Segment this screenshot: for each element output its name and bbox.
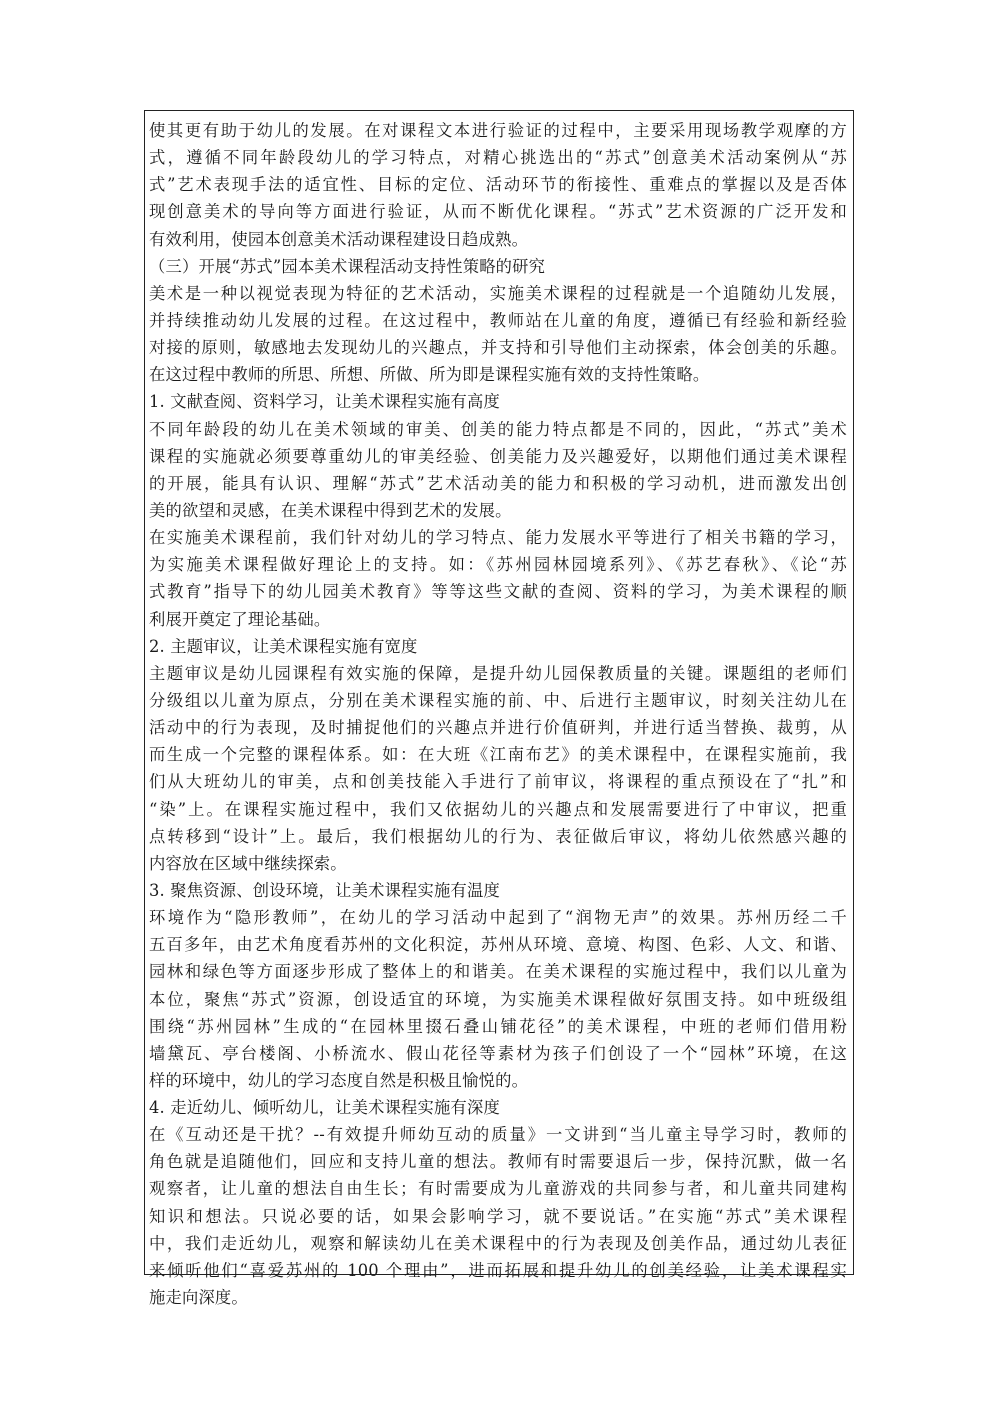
text-line: 在这过程中教师的所思、所想、所做、所为即是课程实施有效的支持性策略。 xyxy=(149,365,710,385)
text-line: 分级组以儿童为原点，分别在美术课程实施的前、中、后进行主题审议，时刻关注幼儿在 xyxy=(149,690,847,710)
text-line: 五百多年，由艺术角度看苏州的文化积淀，苏州从环境、意境、构图、色彩、人文、和谐、 xyxy=(149,935,847,955)
text-line: 为实施美术课程做好理论上的支持。如：《苏州园林园境系列》、《苏艺春秋》、《论“苏 xyxy=(149,555,847,575)
text-line: 的开展，能具有认识、理解“苏式”艺术活动美的能力和积极的学习动机，进而激发出创 xyxy=(149,473,847,493)
text-line: 式”艺术表现手法的适宜性、目标的定位、活动环节的衔接性、重难点的掌握以及是否体 xyxy=(149,175,847,195)
text-line: 在实施美术课程前，我们针对幼儿的学习特点、能力发展水平等进行了相关书籍的学习， xyxy=(149,528,847,548)
text-line: 本位，聚焦“苏式”资源，创设适宜的环境，为实施美术课程做好氛围支持。如中班级组 xyxy=(149,989,847,1009)
text-line: 活动中的行为表现，及时捕捉他们的兴趣点并进行价值研判，并进行适当替换、裁剪，从 xyxy=(149,718,847,738)
text-line: “染”上。在课程实施过程中，我们又依据幼儿的兴趣点和发展需要进行了中审议，把重 xyxy=(149,799,847,819)
text-line: （三）开展“苏式”园本美术课程活动支持性策略的研究 xyxy=(149,256,546,276)
text-line: 3. 聚焦资源、创设环境，让美术课程实施有温度 xyxy=(149,880,500,900)
text-line: 围绕“苏州园林”生成的“在园林里掇石叠山铺花径”的美术课程，中班的老师们借用粉 xyxy=(149,1016,847,1036)
text-line: 知识和想法。只说必要的话，如果会影响学习，就不要说话。”在实施“苏式”美术课程 xyxy=(149,1206,847,1226)
text-line: 对接的原则，敏感地去发现幼儿的兴趣点，并支持和引导他们主动探索，体会创美的乐趣。 xyxy=(149,338,847,358)
text-line: 中，我们走近幼儿，观察和解读幼儿在美术课程中的行为表现及创美作品，通过幼儿表征 xyxy=(149,1233,847,1253)
text-line: 来倾听他们“喜爱苏州的 100 个理由”，进而拓展和提升幼儿的创美经验，让美术课程实 xyxy=(149,1260,847,1280)
text-line: 观察者，让儿童的想法自由生长；有时需要成为儿童游戏的共同参与者，和儿童共同建构 xyxy=(149,1179,847,1199)
text-line: 施走向深度。 xyxy=(149,1288,248,1308)
text-line: 式教育”指导下的幼儿园美术教育》等等这些文献的查阅、资料的学习，为美术课程的顺 xyxy=(149,582,847,602)
text-line: 美术是一种以视觉表现为特征的艺术活动，实施美术课程的过程就是一个追随幼儿发展， xyxy=(149,283,847,303)
text-line: 主题审议是幼儿园课程有效实施的保障，是提升幼儿园保教质量的关键。课题组的老师们 xyxy=(149,663,847,683)
text-line: 点转移到“设计”上。最后，我们根据幼儿的行为、表征做后审议，将幼儿依然感兴趣的 xyxy=(149,826,847,846)
text-line: 2. 主题审议，让美术课程实施有宽度 xyxy=(149,636,418,656)
text-line: 角色就是追随他们，回应和支持儿童的想法。教师有时需要退后一步，保持沉默，做一名 xyxy=(149,1152,847,1172)
text-line: 美的欲望和灵感，在美术课程中得到艺术的发展。 xyxy=(149,500,512,520)
text-line: 在《互动还是干扰？--有效提升师幼互动的质量》一文讲到“当儿童主导学习时，教师的 xyxy=(149,1125,847,1145)
text-line: 并持续推动幼儿发展的过程。在这过程中，教师站在儿童的角度，遵循已有经验和新经验 xyxy=(149,310,847,330)
text-line: 园林和绿色等方面逐步形成了整体上的和谐美。在美术课程的实施过程中，我们以儿童为 xyxy=(149,962,847,982)
text-line: 样的环境中，幼儿的学习态度自然是积极且愉悦的。 xyxy=(149,1070,529,1090)
text-line: 式，遵循不同年龄段幼儿的学习特点，对精心挑选出的“苏式”创意美术活动案例从“苏 xyxy=(149,148,847,168)
text-line: 们从大班幼儿的审美，点和创美技能入手进行了前审议，将课程的重点预设在了“扎”和 xyxy=(149,772,847,792)
text-line: 使其更有助于幼儿的发展。在对课程文本进行验证的过程中，主要采用现场教学观摩的方 xyxy=(149,121,847,140)
text-line: 课程的实施就必须要尊重幼儿的审美经验、创美能力及兴趣爱好，以期他们通过美术课程 xyxy=(149,446,847,466)
text-line: 有效利用，使园本创意美术活动课程建设日趋成熟。 xyxy=(149,229,529,249)
text-line: 不同年龄段的幼儿在美术领域的审美、创美的能力特点都是不同的，因此，“苏式”美术 xyxy=(149,419,847,439)
text-line: 墙黛瓦、亭台楼阁、小桥流水、假山花径等素材为孩子们创设了一个“园林”环境，在这 xyxy=(149,1043,847,1063)
document-text-frame xyxy=(144,110,854,1308)
text-line: 而生成一个完整的课程体系。如：在大班《江南布艺》的美术课程中，在课程实施前，我 xyxy=(149,745,847,765)
text-line: 环境作为“隐形教师”，在幼儿的学习活动中起到了“润物无声”的效果。苏州历经二千 xyxy=(149,908,847,928)
text-line: 1. 文献查阅、资料学习，让美术课程实施有高度 xyxy=(149,392,500,412)
text-line: 4. 走近幼儿、倾听幼儿，让美术课程实施有深度 xyxy=(149,1098,500,1118)
text-line: 内容放在区域中继续探索。 xyxy=(149,853,347,873)
text-line: 利展开奠定了理论基础。 xyxy=(149,609,331,629)
text-line: 现创意美术的导向等方面进行验证，从而不断优化课程。“苏式”艺术资源的广泛开发和 xyxy=(149,202,847,222)
